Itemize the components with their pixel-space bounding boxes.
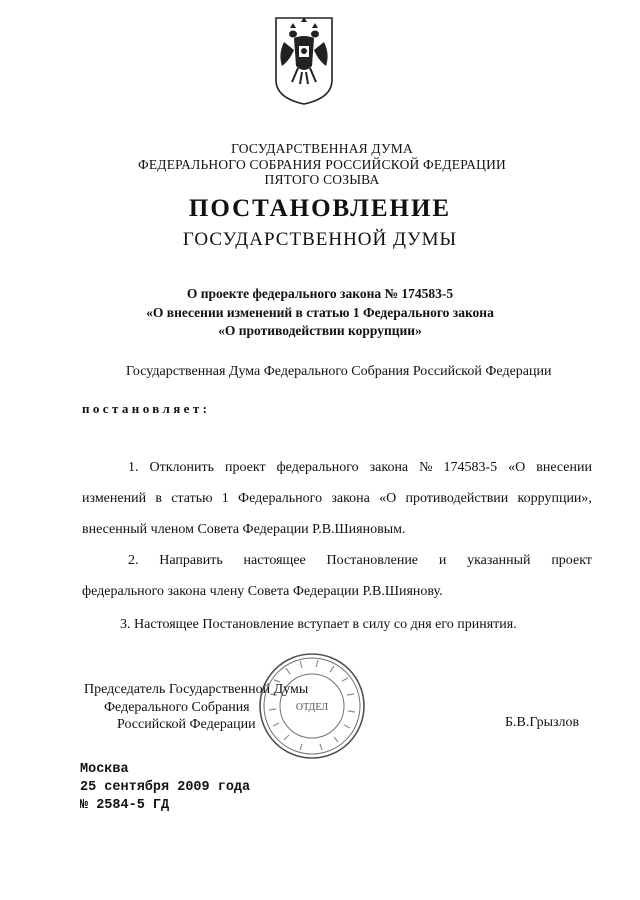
word: настоящее (243, 553, 306, 568)
word: Постановление (326, 553, 419, 568)
word: «О (379, 491, 397, 506)
word: федерального (276, 460, 359, 475)
signatory-title-line-3: Российской Федерации (117, 717, 256, 732)
adoption-date: 25 сентября 2009 года (80, 780, 251, 795)
stamp-center-text: ОТДЕЛ (295, 702, 329, 713)
signer-name: Б.В.Грызлов (505, 715, 580, 730)
word: противодействии (405, 491, 509, 506)
subject-line-1: О проекте федерального закона № 174583-5 (186, 286, 454, 301)
word: проект (224, 460, 266, 475)
decree-word: постановляет: (82, 401, 211, 416)
document-type-heading: ПОСТАНОВЛЕНИЕ (188, 195, 452, 222)
word: проект (551, 553, 592, 568)
document-issuer-heading: ГОСУДАРСТВЕННОЙ ДУМЫ (182, 229, 458, 250)
org-line-3: ПЯТОГО СОЗЫВА (264, 172, 380, 187)
word: Отклонить (149, 460, 214, 475)
word: изменений (82, 491, 147, 506)
subject-line-2: «О внесении изменений в статью 1 Федерального закона (146, 305, 494, 320)
word: 2. (128, 553, 139, 568)
paragraph-2-line-1 (128, 553, 592, 569)
double-headed-eagle-icon (272, 14, 336, 106)
word: коррупции», (517, 491, 592, 506)
word: статью (171, 491, 213, 506)
round-stamp-icon (256, 650, 368, 762)
word: 1 (221, 491, 229, 506)
subject-line-3: «О противодействии коррупции» (218, 323, 422, 338)
word: 1. (128, 460, 139, 475)
paragraph-1-line-2 (82, 491, 592, 507)
word: закона (369, 460, 409, 475)
paragraph-2-line-2: федерального закона члену Совета Федерации Р.В.Шиянову. (82, 584, 443, 599)
signatory-title-line-2: Федерального Собрания (104, 700, 250, 715)
paragraph-1-line-3: внесенный членом Совета Федерации Р.В.Шияновым. (82, 522, 406, 537)
place-of-adoption: Москва (80, 762, 129, 777)
word: Направить (159, 553, 223, 568)
signatory-title-line-1: Председатель Государственной Думы (84, 682, 309, 697)
word: и (438, 553, 447, 568)
word: № (419, 460, 433, 475)
word: в (155, 491, 162, 506)
word: 174583-5 (443, 460, 498, 475)
word: «О (508, 460, 526, 475)
word: закона (331, 491, 370, 506)
paragraph-1-line-1 (128, 460, 592, 476)
word: внесении (536, 460, 592, 475)
word: Федерального (238, 491, 323, 506)
preamble-text: Государственная Дума Федерального Собрания Российской Федерации (126, 364, 552, 379)
org-line-1: ГОСУДАРСТВЕННАЯ ДУМА (231, 141, 413, 156)
word: указанный (467, 553, 531, 568)
org-line-2: ФЕДЕРАЛЬНОГО СОБРАНИЯ РОССИЙСКОЙ ФЕДЕРАЦИИ (138, 157, 506, 172)
paragraph-3: 3. Настоящее Постановление вступает в силу со дня его принятия. (120, 617, 517, 632)
document-number: № 2584-5 ГД (80, 798, 170, 813)
